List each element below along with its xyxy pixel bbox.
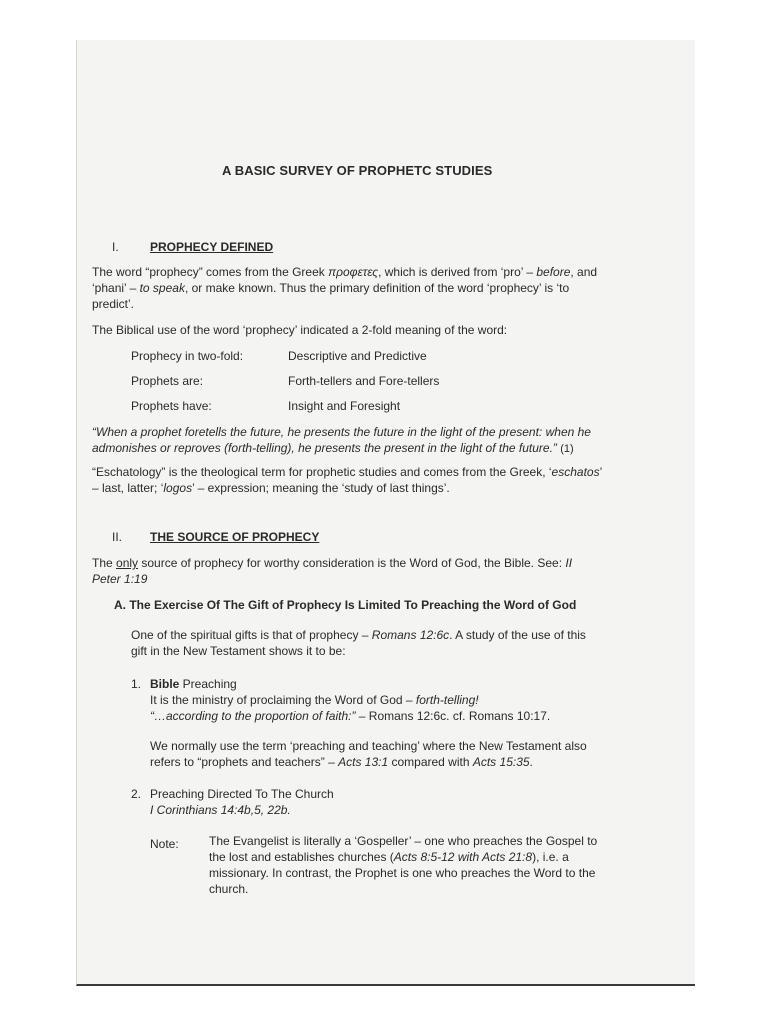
text-line: admonishes or reproves (forth-telling), he presents the present in the light of the future.” (1) bbox=[92, 441, 574, 455]
definition-row-value: Forth-tellers and Fore-tellers bbox=[288, 374, 440, 388]
definition-row-label: Prophets are: bbox=[131, 374, 204, 388]
text-line: Peter 1:19 bbox=[92, 572, 148, 586]
note-text bbox=[209, 833, 619, 897]
prophet-quote bbox=[92, 424, 632, 457]
subsection-a-paragraph bbox=[131, 627, 611, 659]
text-line: The word “prophecy” comes from the Greek προφετες, which is derived from ‘pro’ – before, and bbox=[92, 265, 598, 279]
document-title: A BASIC SURVEY OF PROPHETC STUDIES bbox=[222, 163, 493, 178]
text-line: We normally use the term ‘preaching and teaching’ where the New Testament also bbox=[150, 739, 587, 753]
text-line: I Corinthians 14:4b,5, 22b. bbox=[150, 803, 291, 817]
text-line: gift in the New Testament shows it to be: bbox=[131, 644, 346, 658]
text-line: The only source of prophecy for worthy consideration is the Word of God, the Bible. See: II bbox=[92, 556, 573, 570]
text-line: church. bbox=[209, 882, 249, 896]
list-item-1-number: 1. bbox=[131, 677, 142, 691]
definition-row-value: Descriptive and Predictive bbox=[288, 349, 427, 363]
definition-row-value: Insight and Foresight bbox=[288, 399, 401, 413]
text-line: missionary. In contrast, the Prophet is one who preaches the Word to the bbox=[209, 866, 596, 880]
section-1-heading: PROPHECY DEFINED bbox=[150, 240, 274, 254]
eschatology-paragraph bbox=[92, 464, 632, 496]
section-2-numeral: II. bbox=[112, 530, 123, 544]
list-item-1 bbox=[150, 676, 620, 724]
text-line: Preaching Directed To The Church bbox=[150, 787, 334, 801]
list-item-2 bbox=[150, 786, 620, 818]
text-line: predict’. bbox=[92, 297, 135, 311]
section-1-paragraph-2: The Biblical use of the word ‘prophecy’ indicated a 2-fold meaning of the word: bbox=[92, 323, 508, 337]
section-1-paragraph-1 bbox=[92, 264, 612, 312]
definition-row-label: Prophecy in two-fold: bbox=[131, 349, 244, 363]
subsection-a-heading: A. The Exercise Of The Gift of Prophecy Is Limited To Preaching the Word of God bbox=[114, 598, 577, 612]
greek-word: προφετες bbox=[328, 265, 379, 279]
text-line: It is the ministry of proclaiming the Word of God – forth-telling! bbox=[150, 693, 479, 707]
text-line: refers to “prophets and teachers” – Acts 13:1 compared with Acts 15:35. bbox=[150, 755, 533, 769]
text-line: The Evangelist is literally a ‘Gospeller’ – one who preaches the Gospel to bbox=[209, 834, 598, 848]
text-line: “When a prophet foretells the future, he presents the future in the light of the present: when he bbox=[92, 425, 591, 439]
text-line: “Eschatology” is the theological term for prophetic studies and comes from the Greek, ‘eschatos’ bbox=[92, 465, 603, 479]
note-label: Note: bbox=[150, 837, 179, 851]
text-line: One of the spiritual gifts is that of prophecy – Romans 12:6c. A study of the use of this bbox=[131, 628, 586, 642]
list-item-2-number: 2. bbox=[131, 787, 142, 801]
section-1-numeral: I. bbox=[112, 240, 119, 254]
definition-row-label: Prophets have: bbox=[131, 399, 212, 413]
list-item-1-paragraph-2 bbox=[150, 738, 620, 770]
text-line: ‘phani’ – to speak, or make known. Thus the primary definition of the word ‘prophecy’ is ‘to bbox=[92, 281, 570, 295]
section-2-heading: THE SOURCE OF PROPHECY bbox=[150, 530, 320, 544]
footnote-ref: (1) bbox=[560, 443, 574, 455]
text-line: “…according to the proportion of faith:” – Romans 12:6c. cf. Romans 10:17. bbox=[150, 709, 551, 723]
text-line: – last, latter; ‘logos’ – expression; meaning the ‘study of last things’. bbox=[92, 481, 450, 495]
section-2-paragraph-1 bbox=[92, 555, 612, 587]
text-line: Bible Preaching bbox=[150, 677, 237, 691]
text-line: the lost and establishes churches (Acts 8:5-12 with Acts 21:8), i.e. a bbox=[209, 850, 569, 864]
